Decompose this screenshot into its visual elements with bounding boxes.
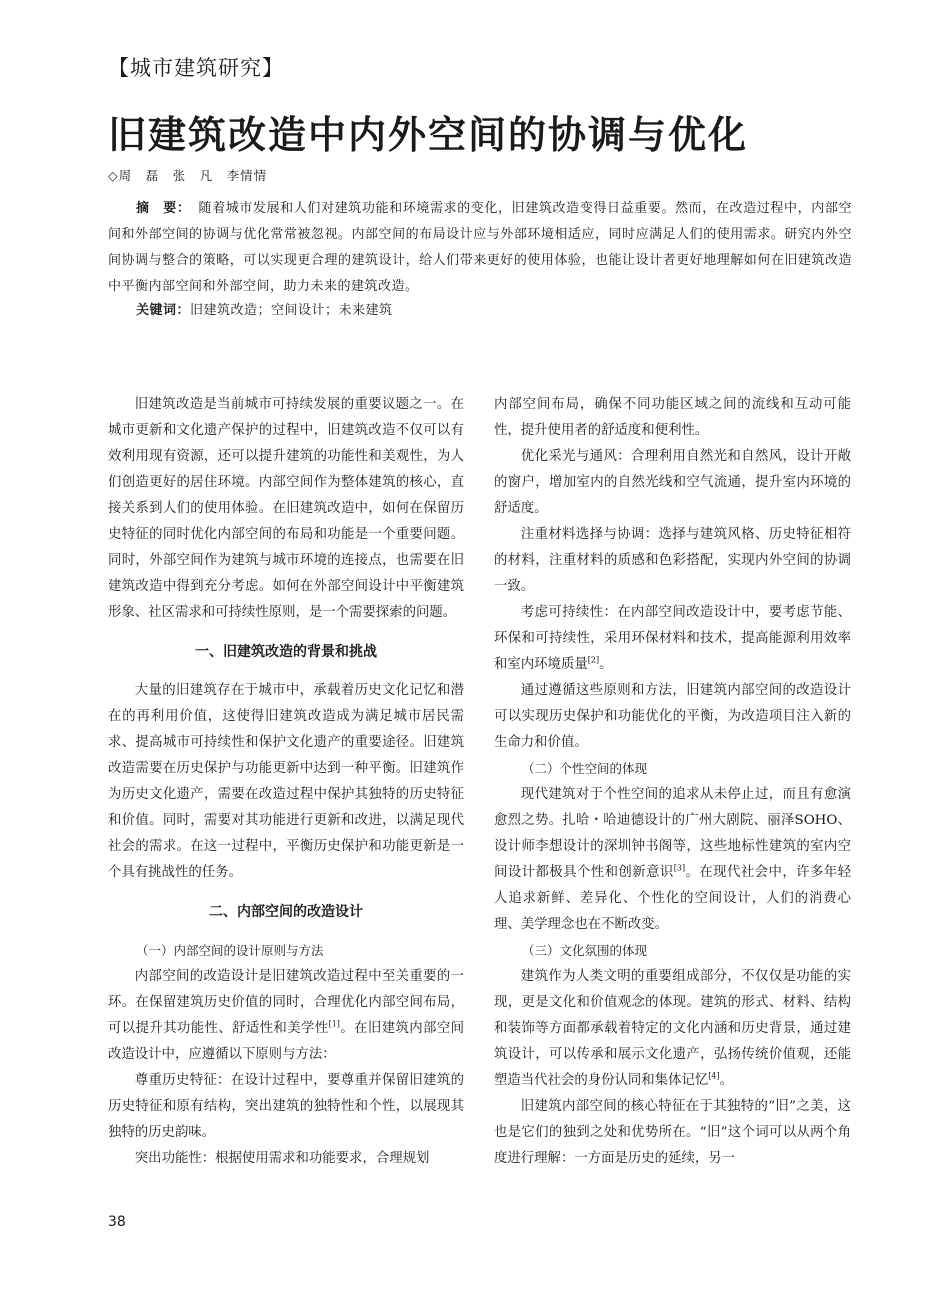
keywords-text: 旧建筑改造；空间设计；未来建筑 bbox=[190, 303, 393, 318]
personal-space-end: 。在现代社会中，许多年轻人追求新鲜、差异化、个性化的空间设计，人们的消费心理、美学理念也在不断改变。 bbox=[494, 865, 852, 932]
citation-3: [3] bbox=[673, 863, 686, 873]
principle-lighting: 优化采光与通风：合理利用自然光和自然风，设计开敞的窗户，增加室内的自然光线和空气流通，提升室内环境的舒适度。 bbox=[494, 449, 851, 516]
principle-sustainability-text: 考虑可持续性：在内部空间改造设计中，要考虑节能、环保和可持续性，采用环保材料和技术，提高能源利用效率和室内环境质量 bbox=[494, 605, 851, 672]
abstract-text: 随着城市发展和人们对建筑功能和环境需求的变化，旧建筑改造变得日益重要。然而，在改造过程中，内部空间和外部空间的协调与优化常常被忽视。内部空间的布局设计应与外部环境相适应，同时应满足人们的使用需求。研究内外空间协调与整合的策略，可以实现更合理的建筑设计，给人们带来更好的使用体验，也能让设计者更好地理解如何在旧建筑改造中平衡内部空间和外部空间，助力未来的建筑改造。 bbox=[108, 201, 852, 294]
design-paragraph-text: 内部空间的改造设计是旧建筑改造过程中至关重要的一环。在保留建筑历史价值的同时，合理优化内部空间布局，可以提升其功能性、舒适性和美学性 bbox=[108, 969, 464, 1036]
design-paragraph-end: 。在旧建筑内部空间改造设计中，应遵循以下原则与方法： bbox=[108, 1021, 465, 1062]
personal-space-paragraph bbox=[494, 782, 851, 938]
culture-text: 建筑作为人类文明的重要组成部分，不仅仅是功能的实现，更是文化和价值观念的体现。建筑的形式、材料、结构和装饰等方面都承载着特定的文化内涵和历史背景，通过建筑设计，可以传承和展示文化遗产，弘扬传统价值观，还能塑造当代社会的身份认同和集体记忆 bbox=[494, 969, 851, 1088]
culture-end: 。 bbox=[719, 1073, 733, 1088]
left-column bbox=[108, 392, 464, 1172]
right-column bbox=[494, 392, 851, 1172]
subheading-culture: （三）文化氛围的体现 bbox=[522, 943, 648, 958]
background-paragraph: 大量的旧建筑存在于城市中，承载着历史文化记忆和潜在的再利用价值，这使得旧建筑改造成为满足城市居民需求、提高城市可持续性和保护文化遗产的重要途径。旧建筑改造需要在历史保护与功能更新中达到一种平衡。旧建筑作为历史文化遗产，需要在改造过程中保护其独特的历史特征和价值。同时，需要对其功能进行更新和改进，以满足现代社会的需求。在这一过程中，平衡历史保护和功能更新是一个具有挑战性的任务。 bbox=[108, 683, 464, 880]
principle-history: 尊重历史特征：在设计过程中，要尊重并保留旧建筑的历史特征和原有结构，突出建筑的独特性和个性，以展现其独特的历史韵味。 bbox=[108, 1073, 464, 1140]
subheading-personal-space: （二）个性空间的体现 bbox=[522, 761, 648, 776]
citation-1: [1] bbox=[328, 1019, 340, 1029]
section-heading-2: 二、内部空间的改造设计 bbox=[209, 904, 363, 920]
abstract-label: 摘 要： bbox=[136, 201, 191, 216]
design-paragraph bbox=[108, 964, 464, 1068]
section-tag: 【城市建筑研究】 bbox=[108, 56, 284, 80]
abstract bbox=[108, 196, 852, 300]
keywords bbox=[108, 299, 393, 318]
intro-paragraph: 旧建筑改造是当前城市可持续发展的重要议题之一。在城市更新和文化遗产保护的过程中，旧建筑改造不仅可以有效利用现有资源，还可以提升建筑的功能性和美观性，为人们创造更好的居住环境。内部空间作为整体建筑的核心，直接关系到人们的使用体验。在旧建筑改造中，如何在保留历史特征的同时优化内部空间的布局和功能是一个重要问题。同时，外部空间作为建筑与城市环境的连接点，也需要在旧建筑改造中得到充分考虑。如何在外部空间设计中平衡建筑形象、社区需求和可持续性原则，是一个需要探索的问题。 bbox=[108, 397, 464, 620]
principle-function-start: 突出功能性：根据使用需求和功能要求，合理规划 bbox=[134, 1151, 430, 1166]
page-number: 38 bbox=[108, 1214, 126, 1230]
subheading-design-principles: （一）内部空间的设计原则与方法 bbox=[136, 943, 324, 958]
authors: ◇周 磊 张 凡 李情情 bbox=[108, 168, 268, 183]
personal-space-text: 现代建筑对于个性空间的追求从未停止过，而且有愈演愈烈之势。扎哈・哈迪德设计的广州大剧院、丽泽SOHO、设计师李想设计的深圳钟书阁等，这些地标性建筑的室内空间设计都极具个性和创新意识 bbox=[494, 787, 851, 880]
summary-paragraph: 通过遵循这些原则和方法，旧建筑内部空间的改造设计可以实现历史保护和功能优化的平衡，为改造项目注入新的生命力和价值。 bbox=[494, 683, 851, 750]
article-title: 旧建筑改造中内外空间的协调与优化 bbox=[108, 113, 749, 157]
old-beauty-paragraph: 旧建筑内部空间的核心特征在于其独特的“旧”之美，这也是它们的独到之处和优势所在。“旧”这个词可以从两个角度进行理解：一方面是历史的延续，另一 bbox=[494, 1099, 851, 1166]
principle-function-cont: 内部空间布局，确保不同功能区域之间的流线和互动可能性，提升使用者的舒适度和便利性。 bbox=[494, 397, 851, 438]
principle-materials: 注重材料选择与协调：选择与建筑风格、历史特征相符的材料，注重材料的质感和色彩搭配，实现内外空间的协调一致。 bbox=[494, 527, 851, 594]
principle-sustainability-end: 。 bbox=[599, 657, 613, 672]
keywords-label: 关键词： bbox=[136, 303, 191, 318]
citation-2: [2] bbox=[587, 655, 600, 665]
section-heading-1: 一、旧建筑改造的背景和挑战 bbox=[195, 644, 377, 660]
culture-paragraph bbox=[494, 964, 851, 1094]
citation-4: [4] bbox=[708, 1071, 720, 1081]
principle-sustainability bbox=[494, 600, 851, 678]
